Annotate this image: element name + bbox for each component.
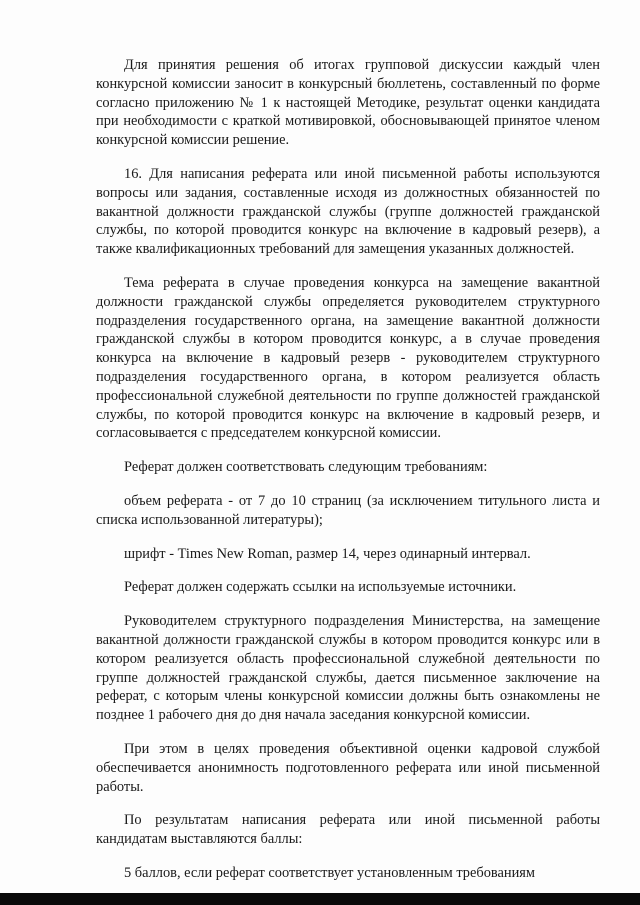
document-body — [96, 56, 600, 898]
paragraph-head-conclusion: Руководителем структурного подразделения Министерства, на замещение вакантной должности гражданской службы в котором проводится конкурс или в котором реализуется область профессиональной служебной деятельности по группе должностей гражданской службы, дается письменное заключение на реферат, с которым члены конкурсной комиссии должны быть ознакомлены не позднее 1 рабочего дня до дня начала заседания конкурсной комиссии. — [96, 613, 600, 724]
paragraph-essay-references: Реферат должен содержать ссылки на используемые источники. — [124, 579, 517, 596]
paragraph-essay-font: шрифт - Times New Roman, размер 14, через одинарный интервал. — [124, 545, 531, 562]
paragraph-essay-requirements-intro: Реферат должен соответствовать следующим требованиям: — [124, 459, 488, 476]
paragraph-scoring-intro: По результатам написания реферата или иной письменной работы кандидатам выставляются баллы: — [96, 812, 600, 848]
paragraph-anonymity: При этом в целях проведения объективной оценки кадровой службой обеспечивается анонимность подготовленного реферата или иной письменной работы. — [96, 740, 600, 795]
paragraph-essay-topic: Тема реферата в случае проведения конкурса на замещение вакантной должности гражданской службы определяется руководителем структурного подразделения государственного органа, на замещение вакантной должности гражданской службы в котором проводится конкурс, а в случае проведения конкурса на включение в кадровый резерв - руководителем структурного подразделения государственного органа, в котором реализуется область профессиональной служебной деятельности по группе должностей гражданской службы, по которой проводится конкурс на включение в кадровый резерв, и согласовывается с председателем конкурсной комиссии. — [96, 274, 600, 442]
paragraph-discussion-decision: Для принятия решения об итогах групповой дискуссии каждый член конкурсной комиссии заносит в конкурсный бюллетень, составленный по форме согласно приложению № 1 к настоящей Методике, результат оценки кандидата при необходимости с краткой мотивировкой, обосновывающей принятое членом конкурсной комиссии решение. — [96, 57, 600, 149]
paragraph-essay-volume: объем реферата - от 7 до 10 страниц (за исключением титульного листа и списка использованной литературы); — [96, 492, 600, 528]
paragraph-score-5: 5 баллов, если реферат соответствует установленным требованиям — [124, 864, 536, 881]
scan-bottom-edge — [0, 893, 640, 905]
paragraph-16-essay-questions: 16. Для написания реферата или иной письменной работы используются вопросы или задания, составленные исходя из должностных обязанностей по вакантной должности гражданской службы (группе должностей гражданской службы, по которой проводится конкурс на включение в кадровый резерв), а также квалификационных требований для замещения указанных должностей. — [96, 165, 600, 258]
